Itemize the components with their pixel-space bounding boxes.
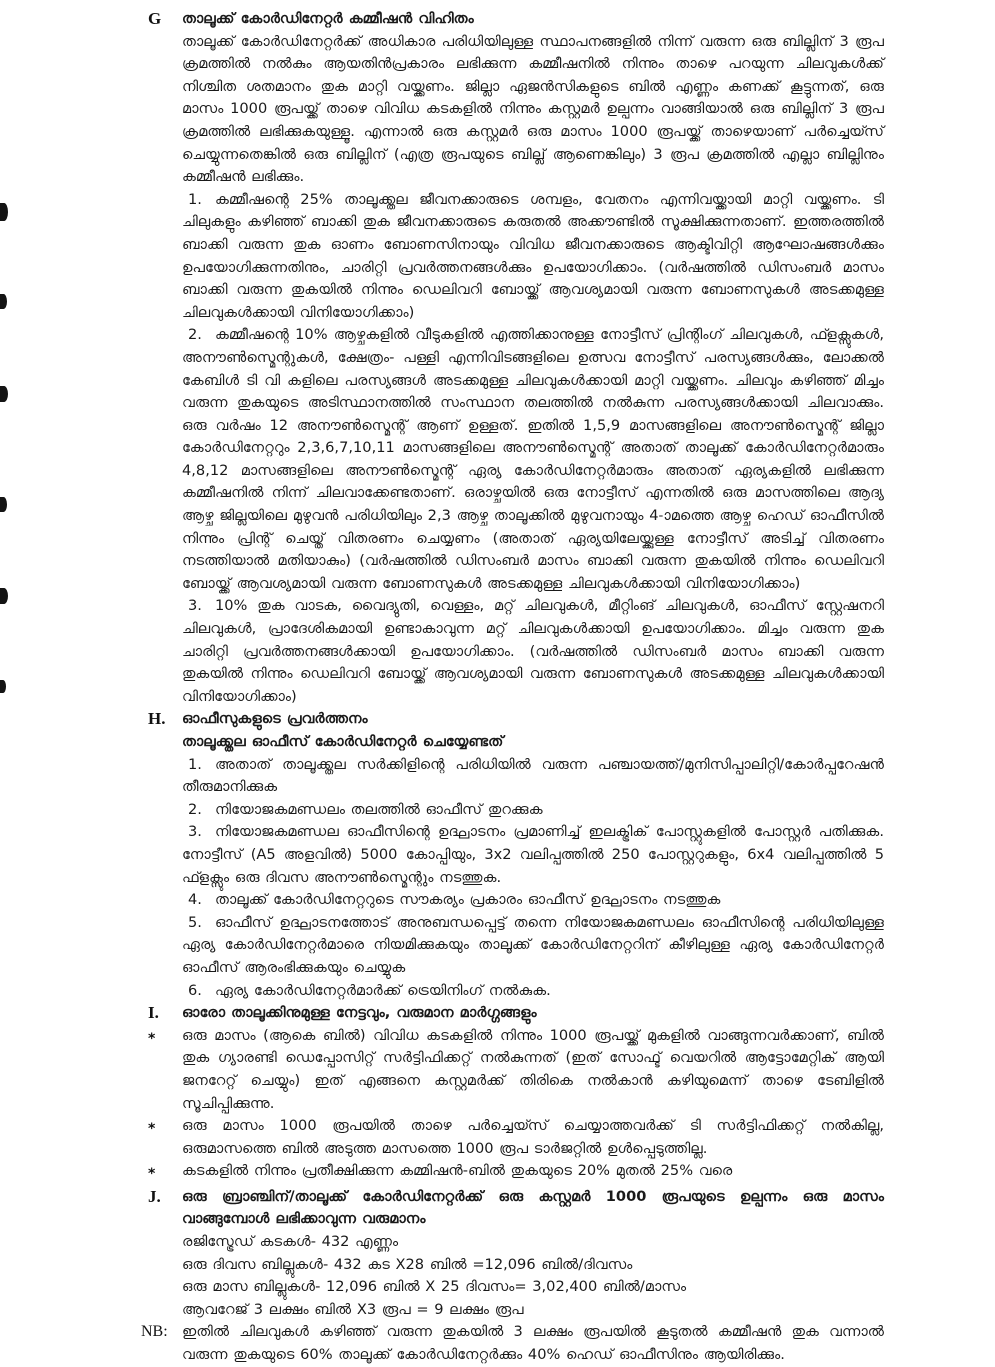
list-item-text: കമ്മീഷന്റെ 10% ആഴ്ചകളിൽ വീടുകളിൽ എത്തിക്കാനുള്ള നോട്ടീസ് പ്രിന്റിംഗ് ചിലവുകൾ, ഫ്ളക്സുകൾ, അനൗൺസ്മെന്റുകൾ, ക്ഷേത്രം- പള്ളി എന്നിവിടങ്ങളിലെ ഉത്സവ നോട്ടീസ് പരസ്യങ്ങൾക്കും, ലോക്കൽ കേബിൾ ടി വി കളിലെ പരസ്യങ്ങൾ അടക്കമുള്ള ചിലവുകൾക്കായി മാറ്റി വയ്ക്കണം. ചിലവും കഴിഞ്ഞ് മിച്ചം വരുന്ന തുകയുടെ അടിസ്ഥാനത്തിൽ സംസ്ഥാന തലത്തിൽ നൽകുന്ന പരസ്യങ്ങൾക്കായി ചിലവാക്കും. ഒരു വർഷം 12 അനൗൺസ്മെന്റ് ആണ് ഉള്ളത്. ഇതിൽ 1,5,9 മാസങ്ങളിലെ അനൗൺസ്മെന്റ് ജില്ലാ കോർഡിനേറ്ററും 2,3,6,7,10,11 മാസങ്ങളിലെ അനൗൺസ്മെന്റ് അതാത് താലൂക്ക് കോർഡിനേറ്റർമാരും 4,8,12 മാസങ്ങളിലെ അനൗൺസ്മെന്റ് ഏര്യ കോർഡിനേറ്റർമാരും അതാത് ഏര്യകളിൽ ലഭിക്കുന്ന കമ്മീഷനിൽ നിന്ന് ചിലവാക്കേണ്ടതാണ്. ഒരാഴ്ചയിൽ ഒരു നോട്ടീസ് എന്നതിൽ ഒരു മാസത്തിലെ ആദ്യ ആഴ്ച ജില്ലയിലെ മുഴുവൻ പരിധിയിലും 2,3 ആഴ്ച താലൂക്കിൽ മുഴുവനായും 4-ാമത്തെ ആഴ്ച ഹെഡ് ഓഫീസിൽ നിന്നും പ്രിന്റ് ചെയ്ത് വിതരണം ചെയ്യണം (അതാത് ഏര്യയിലേയ്ക്കുള്ള നോട്ടീസ് അടിച്ച് വിതരണം നടത്തിയാൽ മതിയാകും) (വർഷത്തിൽ ഡിസംബർ മാസം ബാക്കി വരുന്ന തുകയിൽ നിന്നും ഡെലിവറി ബോയ്ക്ക് ആവശ്യമായി വരുന്ന ബോണസുകൾ അടക്കമുള്ള ചിലവുകൾക്കായി വിനിയോഗിക്കാം) <box>182 326 884 592</box>
nb-row <box>141 1321 888 1366</box>
section-g-heading-row <box>148 8 888 31</box>
scan-artifact <box>0 680 6 693</box>
list-item-text: കമ്മീഷന്റെ 25% താലൂക്ക്തല ജീവനക്കാരുടെ ശമ്പളം, വേതനം എന്നിവയ്ക്കായി മാറ്റി വയ്ക്കണം. ടി ചിലുകളും കഴിഞ്ഞ് ബാക്കി തുക ജീവനക്കാരുടെ കരുതൽ അക്കൗണ്ടിൽ സൂക്ഷിക്കുന്നതാണ്. ഇത്തരത്തിൽ ബാക്കി വരുന്ന തുക ഓണം ബോണസിനായും വിവിധ ജീവനക്കാരുടെ ആക്ടിവിറ്റി ആഘോഷങ്ങൾക്കും ഉപയോഗിക്കുന്നതിനും, ചാരിറ്റി പ്രവർത്തനങ്ങൾക്കും ഉപയോഗിക്കാം. (വർഷത്തിൽ ഡിസംബർ മാസം ബാക്കി വരുന്ന തുകയിൽ നിന്നും ഡെലിവറി ബോയ്ക്ക് ആവശ്യമായി വരുന്ന ബോണസുകൾ അടക്കമുള്ള ചിലവുകൾക്കായി വിനിയോഗിക്കാം) <box>182 190 884 321</box>
section-g-item3-row <box>148 595 888 708</box>
section-i-bullet-1: ഒരു മാസം (ആകെ ബിൽ) വിവിധ കടകളിൽ നിന്നും 1000 രൂപയ്ക്ക് മുകളിൽ വാങ്ങുന്നവർക്കാണ്, ബിൽ തുക ഗ്യാരണ്ടി ഡെപ്പോസിറ്റ് സർട്ടിഫിക്കറ്റ് നൽകുന്നത് (ഇത് സോഫ്ട് വെയറിൽ ആട്ടോമേറ്റിക് ആയി ജനറേറ്റ് ചെയ്യും) ഇത് എങ്ങനെ കസ്റ്റമർക്ക് തിരികെ നൽകാൻ കഴിയുമെന്ന് താഴെ ടേബിളിൽ സൂചിപ്പിക്കുന്നു. <box>182 1026 884 1112</box>
section-h-item5-row <box>148 912 888 980</box>
section-i-bullet3-row <box>148 1160 888 1186</box>
section-j-heading: ഒരു ബ്രാഞ്ചിന്/താലൂക്ക് കോർഡിനേറ്റർക്ക് ഒരു കസ്റ്റമർ 1000 രൂപയുടെ ഉല്പന്നം ഒരു മാസം വാങ്ങുമ്പോൾ ലഭിക്കാവുന്ന വരുമാനം <box>182 1187 884 1228</box>
bullet-marker: * <box>148 1121 156 1138</box>
section-i-bullet-3: കടകളിൽ നിന്നും പ്രതീക്ഷിക്കുന്ന കമ്മിഷൻ-ബിൽ തുകയുടെ 20% മുതൽ 25% വരെ <box>182 1162 733 1180</box>
section-i-bullet-2: ഒരു മാസം 1000 രൂപയിൽ താഴെ പർച്ചെയ്സ് ചെയ്യാത്തവർക്ക് ടി സർട്ടിഫിക്കറ്റ് നൽകില്ല, ഒരുമാസത്തെ ബിൽ അടുത്ത മാസത്തെ 1000 രൂപ ടാർജറ്റിൽ ഉൾപ്പെടുത്തില്ല. <box>182 1117 884 1157</box>
section-h-item4-row <box>148 889 888 912</box>
list-marker: 2. <box>188 326 202 344</box>
list-item-text: താലൂക്ക് കോർഡിനേറ്ററുടെ സൗകര്യം പ്രകാരം ഓഫീസ് ഉദ്ഘാടനം നടത്തുക <box>214 891 721 909</box>
section-i-bullet1-row <box>148 1025 888 1115</box>
section-h-heading-row <box>148 708 888 731</box>
section-g-item-2 <box>182 324 884 595</box>
section-h-item-1 <box>182 754 884 799</box>
section-g-item2-row <box>148 324 888 595</box>
section-h-item3-row <box>148 821 888 889</box>
section-h-item-3 <box>182 821 884 889</box>
section-h-item2-row <box>148 799 888 822</box>
scan-artifact <box>0 386 8 402</box>
section-g-item-3 <box>182 595 884 708</box>
section-g-item-1 <box>182 189 884 325</box>
list-marker: 3. <box>188 597 202 615</box>
section-h-item6-row <box>148 980 888 1003</box>
list-marker: 5. <box>188 913 202 931</box>
document-body <box>141 8 888 1367</box>
section-j-heading-row <box>148 1186 888 1231</box>
calc-line-monthly-bills: ഒരു മാസ ബില്ലുകൾ- 12,096 ബിൽ X 25 ദിവസം= 3,02,400 ബിൽ/മാസം <box>182 1278 687 1296</box>
bullet-marker: * <box>148 1030 156 1047</box>
section-j-line1-row <box>148 1231 888 1254</box>
list-marker: 2. <box>188 800 202 818</box>
section-h-item1-row <box>148 754 888 799</box>
section-letter-j: J. <box>148 1186 161 1206</box>
section-i-heading-row <box>148 1002 888 1025</box>
section-g-item1-row <box>148 189 888 325</box>
section-letter-i: I. <box>148 1003 159 1023</box>
list-marker: 4. <box>188 891 202 909</box>
scan-artifact <box>0 497 7 512</box>
list-item-text: ഏര്യ കോർഡിനേറ്റർമാർക്ക് ട്രെയിനിംഗ് നൽകുക. <box>214 981 551 999</box>
section-i-bullet2-row <box>148 1115 888 1160</box>
list-marker: 3. <box>188 823 202 841</box>
scan-artifact <box>0 294 7 309</box>
calc-line-daily-bills: ഒരു ദിവസ ബില്ലുകൾ- 432 കട X28 ബിൽ =12,096 ബിൽ/ദിവസം <box>182 1255 633 1273</box>
calc-line-average: ആവറേജ് 3 ലക്ഷം ബിൽ X3 രൂപ = 9 ലക്ഷം രൂപ <box>182 1300 524 1318</box>
list-item-text: ഓഫീസ് ഉദ്ഘാടനത്തോട് അനുബന്ധപ്പെട്ട് തന്നെ നിയോജകമണ്ഡലം ഓഫീസിന്റെ പരിധിയിലുള്ള ഏര്യ കോർഡിനേറ്റർമാരെ നിയമിക്കുകയും താലൂക്ക് കോർഡിനേറ്ററിന് കീഴിലുള്ള ഏര്യ കോർഡിനേറ്റർ ഓഫീസ് ആരംഭിക്കുകയും ചെയ്യുക <box>182 913 884 976</box>
section-j-line2-row <box>148 1254 888 1277</box>
section-g-intro-paragraph: താലൂക്ക് കോർഡിനേറ്റർക്ക് അധികാര പരിധിയിലുള്ള സ്ഥാപനങ്ങളിൽ നിന്ന് വരുന്ന ഒരു ബില്ലിന് 3 രൂപ ക്രമത്തിൽ നൽകും ആയതിൻപ്രകാരം ലഭിക്കുന്ന കമ്മീഷനിൽ നിന്നും താഴെ പറയുന്ന ചിലവുകൾക്ക് നിശ്ചിത ശതമാനം തുക മാറ്റി വയ്ക്കണം. ജില്ലാ ഏജൻസികളുടെ ബിൽ എണ്ണം കണക്ക് കൂട്ടുന്നത്, ഒരു മാസം 1000 രൂപയ്ക്ക് താഴെ വിവിധ കടകളിൽ നിന്നും കസ്റ്റമർ ഉല്പന്നം വാങ്ങിയാൽ ഒരു ബില്ലിന് 3 രൂപ ക്രമത്തിൽ ലഭിക്കുകയുള്ളൂ. എന്നാൽ ഒരു കസ്റ്റമർ ഒരു മാസം 1000 രൂപയ്ക്ക് താഴെയാണ് പർച്ചെയ്സ് ചെയ്യുന്നതെങ്കിൽ ഒരു ബില്ലിന് (എത്ര രൂപയുടെ ബില്ല് ആണെങ്കിലും) 3 രൂപ ക്രമത്തിൽ എല്ലാ ബില്ലിനും കമ്മീഷൻ ലഭിക്കും. <box>182 32 884 186</box>
section-g-intro-row <box>148 31 888 189</box>
list-item-text: അതാത് താലൂക്ക്തല സർക്കിളിന്റെ പരിധിയിൽ വരുന്ന പഞ്ചായത്ത്/മുനിസിപ്പാലിറ്റി/കോർപ്പറേഷൻ തീരുമാനിക്കുക <box>182 755 884 796</box>
scan-artifact <box>0 203 8 221</box>
section-h-item-4 <box>182 889 884 912</box>
section-h-item-2 <box>182 799 884 822</box>
calc-line-registered-shops: രജിസ്ട്രേഡ് കടകൾ- 432 എണ്ണം <box>182 1233 399 1251</box>
nb-label: NB: <box>141 1323 168 1341</box>
list-marker: 1. <box>188 755 202 773</box>
bullet-marker: * <box>148 1166 156 1183</box>
section-j-line4-row <box>148 1299 888 1322</box>
list-item-text: 10% തുക വാടക, വൈദ്യുതി, വെള്ളം, മറ്റ് ചിലവുകൾ, മീറ്റിംങ് ചിലവുകൾ, ഓഫീസ് സ്റ്റേഷനറി ചിലവുകൾ, പ്രാദേശികമായി ഉണ്ടാകാവുന്ന മറ്റ് ചിലവുകൾക്കായി ഉപയോഗിക്കാം. മിച്ചം വരുന്ന തുക ചാരിറ്റി പ്രവർത്തനങ്ങൾക്കായി ഉപയോഗിക്കാം. (വർഷത്തിൽ ഡിസംബർ മാസം ബാക്കി വരുന്ന തുകയിൽ നിന്നും ഡെലിവറി ബോയ്ക്ക് ആവശ്യമായി വരുന്ന ബോണസുകൾ അടക്കമുള്ള ചിലവുകൾക്കായി വിനിയോഗിക്കാം) <box>182 597 884 705</box>
section-letter-h: H. <box>148 709 166 729</box>
section-h-item-5 <box>182 912 884 980</box>
section-letter-g: G <box>148 9 162 28</box>
list-marker: 1. <box>188 190 202 208</box>
section-h-heading: ഓഫീസുകളുടെ പ്രവർത്തനം <box>182 710 368 728</box>
list-marker: 6. <box>188 981 202 999</box>
list-item-text: നിയോജകമണ്ഡലം തലത്തിൽ ഓഫീസ് തുറക്കുക <box>214 800 543 818</box>
section-h-subheading-row <box>148 731 888 754</box>
section-h-subheading: താലൂക്ക്തല ഓഫീസ് കോർഡിനേറ്റർ ചെയ്യേണ്ടത് <box>182 733 504 750</box>
scan-artifact <box>0 588 8 604</box>
section-j-line3-row <box>148 1276 888 1299</box>
section-g-heading: താലൂക്ക് കോർഡിനേറ്റർ കമ്മീഷൻ വിഹിതം <box>182 10 474 27</box>
nb-note-text: ഇതിൽ ചിലവുകൾ കഴിഞ്ഞ് വരുന്ന തുകയിൽ 3 ലക്ഷം രൂപയിൽ കൂടുതൽ കമ്മീഷൻ തുക വന്നാൽ വരുന്ന തുകയുടെ 60% താലൂക്ക് കോർഡിനേറ്റർക്കും 40% ഹെഡ് ഓഫീസിനും ആയിരിക്കും. <box>182 1323 884 1364</box>
section-i-heading: ഓരോ താലൂക്കിനുമുള്ള നേട്ടവും, വരുമാന മാർഗ്ഗങ്ങളും <box>182 1004 537 1022</box>
list-item-text: നിയോജകമണ്ഡല ഓഫീസിന്റെ ഉദ്ഘാടനം പ്രമാണിച്ച് ഇലക്ട്രിക് പോസ്റ്റുകളിൽ പോസ്റ്റർ പതിക്കുക. നോട്ടീസ് (A5 അളവിൽ) 5000 കോപ്പിയും, 3x2 വലിപ്പത്തിൽ 250 പോസ്റ്ററുകളും, 6x4 വലിപ്പത്തിൽ 5 ഫ്ളക്സും ഒരു ദിവസ അനൗൺസ്മെന്റും നടത്തുക. <box>182 823 884 886</box>
section-h-item-6 <box>182 980 884 1003</box>
